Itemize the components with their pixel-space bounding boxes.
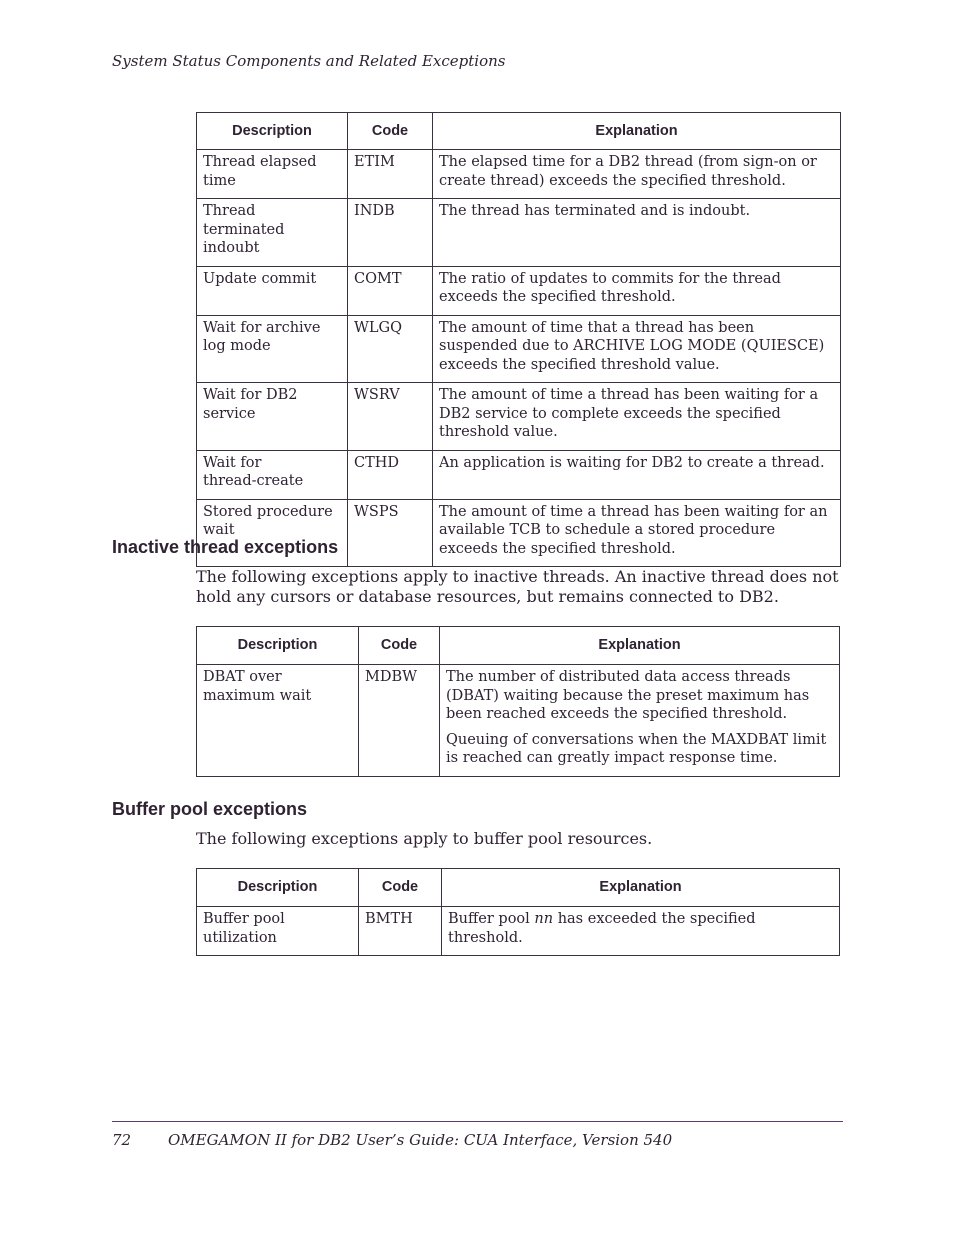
column-header-explanation: Explanation [433, 113, 841, 150]
description-cell: Wait for archive log mode [197, 315, 348, 383]
buffer-pool-exceptions-table [196, 868, 840, 956]
running-head: System Status Components and Related Exceptions [112, 52, 506, 70]
explanation-paragraph: Queuing of conversations when the MAXDBAT limit is reached can greatly impact response time. [446, 731, 827, 766]
code-cell: WSRV [348, 383, 433, 451]
inactive-exceptions-table [196, 626, 840, 777]
table-header-row [197, 113, 841, 150]
table-row [197, 907, 840, 956]
table-row [197, 383, 841, 451]
inactive-section-intro: The following exceptions apply to inactive threads. An inactive thread does not hold any cursors or database resources, but remains connected to DB2. [196, 567, 839, 606]
code-cell: WLGQ [348, 315, 433, 383]
table-row [197, 315, 841, 383]
column-header-code: Code [359, 627, 440, 665]
inactive-section-heading: Inactive thread exceptions [112, 537, 339, 557]
table-header-row [197, 627, 840, 665]
footer-title: OMEGAMON II for DB2 User’s Guide: CUA Interface, Version 540 [168, 1131, 673, 1149]
description-cell: Thread elapsed time [197, 150, 348, 199]
column-header-explanation: Explanation [440, 627, 840, 665]
code-cell: CTHD [348, 450, 433, 499]
explanation-cell: The ratio of updates to commits for the thread exceeds the specified threshold. [433, 266, 841, 315]
table-row [197, 665, 840, 777]
explanation-cell [440, 665, 840, 777]
explanation-cell [442, 907, 840, 956]
column-header-description: Description [197, 627, 359, 665]
code-cell: WSPS [348, 499, 433, 567]
description-cell: Wait for DB2 service [197, 383, 348, 451]
explanation-paragraph: The number of distributed data access threads (DBAT) waiting because the preset maximum has been reached exceeds the specified threshold. [446, 669, 810, 722]
explanation-cell: The thread has terminated and is indoubt. [433, 199, 841, 267]
column-header-code: Code [348, 113, 433, 150]
explanation-cell: The amount of time a thread has been waiting for a DB2 service to complete exceeds the specified threshold value. [433, 383, 841, 451]
code-cell: COMT [348, 266, 433, 315]
explanation-cell: The amount of time that a thread has been suspended due to ARCHIVE LOG MODE (QUIESCE) exceeds the specified threshold value. [433, 315, 841, 383]
description-cell: Thread terminated indoubt [197, 199, 348, 267]
column-header-description: Description [197, 113, 348, 150]
explanation-text: Buffer pool [448, 911, 535, 927]
explanation-cell: The amount of time a thread has been waiting for an available TCB to schedule a stored procedure exceeds the specified threshold. [433, 499, 841, 567]
description-cell: Stored procedure wait [197, 499, 348, 567]
buffer-section-intro: The following exceptions apply to buffer pool resources. [196, 829, 653, 848]
description-cell: DBAT over maximum wait [197, 665, 359, 777]
description-cell [197, 450, 348, 499]
table-header-row [197, 869, 840, 907]
column-header-description: Description [197, 869, 359, 907]
table-row [197, 150, 841, 199]
description-line: thread-create [203, 473, 304, 489]
explanation-cell: An application is waiting for DB2 to create a thread. [433, 450, 841, 499]
variable-placeholder: nn [534, 911, 554, 927]
system-exceptions-table [196, 112, 841, 567]
table-row [197, 450, 841, 499]
column-header-explanation: Explanation [442, 869, 840, 907]
table-row [197, 266, 841, 315]
description-line: Wait for [203, 454, 262, 471]
footer-rule [112, 1121, 843, 1122]
description-cell: Update commit [197, 266, 348, 315]
code-cell: ETIM [348, 150, 433, 199]
column-header-code: Code [359, 869, 442, 907]
table-row [197, 199, 841, 267]
page-number: 72 [112, 1131, 132, 1149]
explanation-cell: The elapsed time for a DB2 thread (from sign-on or create thread) exceeds the specified threshold. [433, 150, 841, 199]
code-cell: BMTH [359, 907, 442, 956]
explanation-text: has exceeded the specified threshold. [448, 911, 756, 946]
code-cell: INDB [348, 199, 433, 267]
code-cell: MDBW [359, 665, 440, 777]
buffer-section-heading: Buffer pool exceptions [112, 799, 308, 819]
description-cell: Buffer pool utilization [197, 907, 359, 956]
